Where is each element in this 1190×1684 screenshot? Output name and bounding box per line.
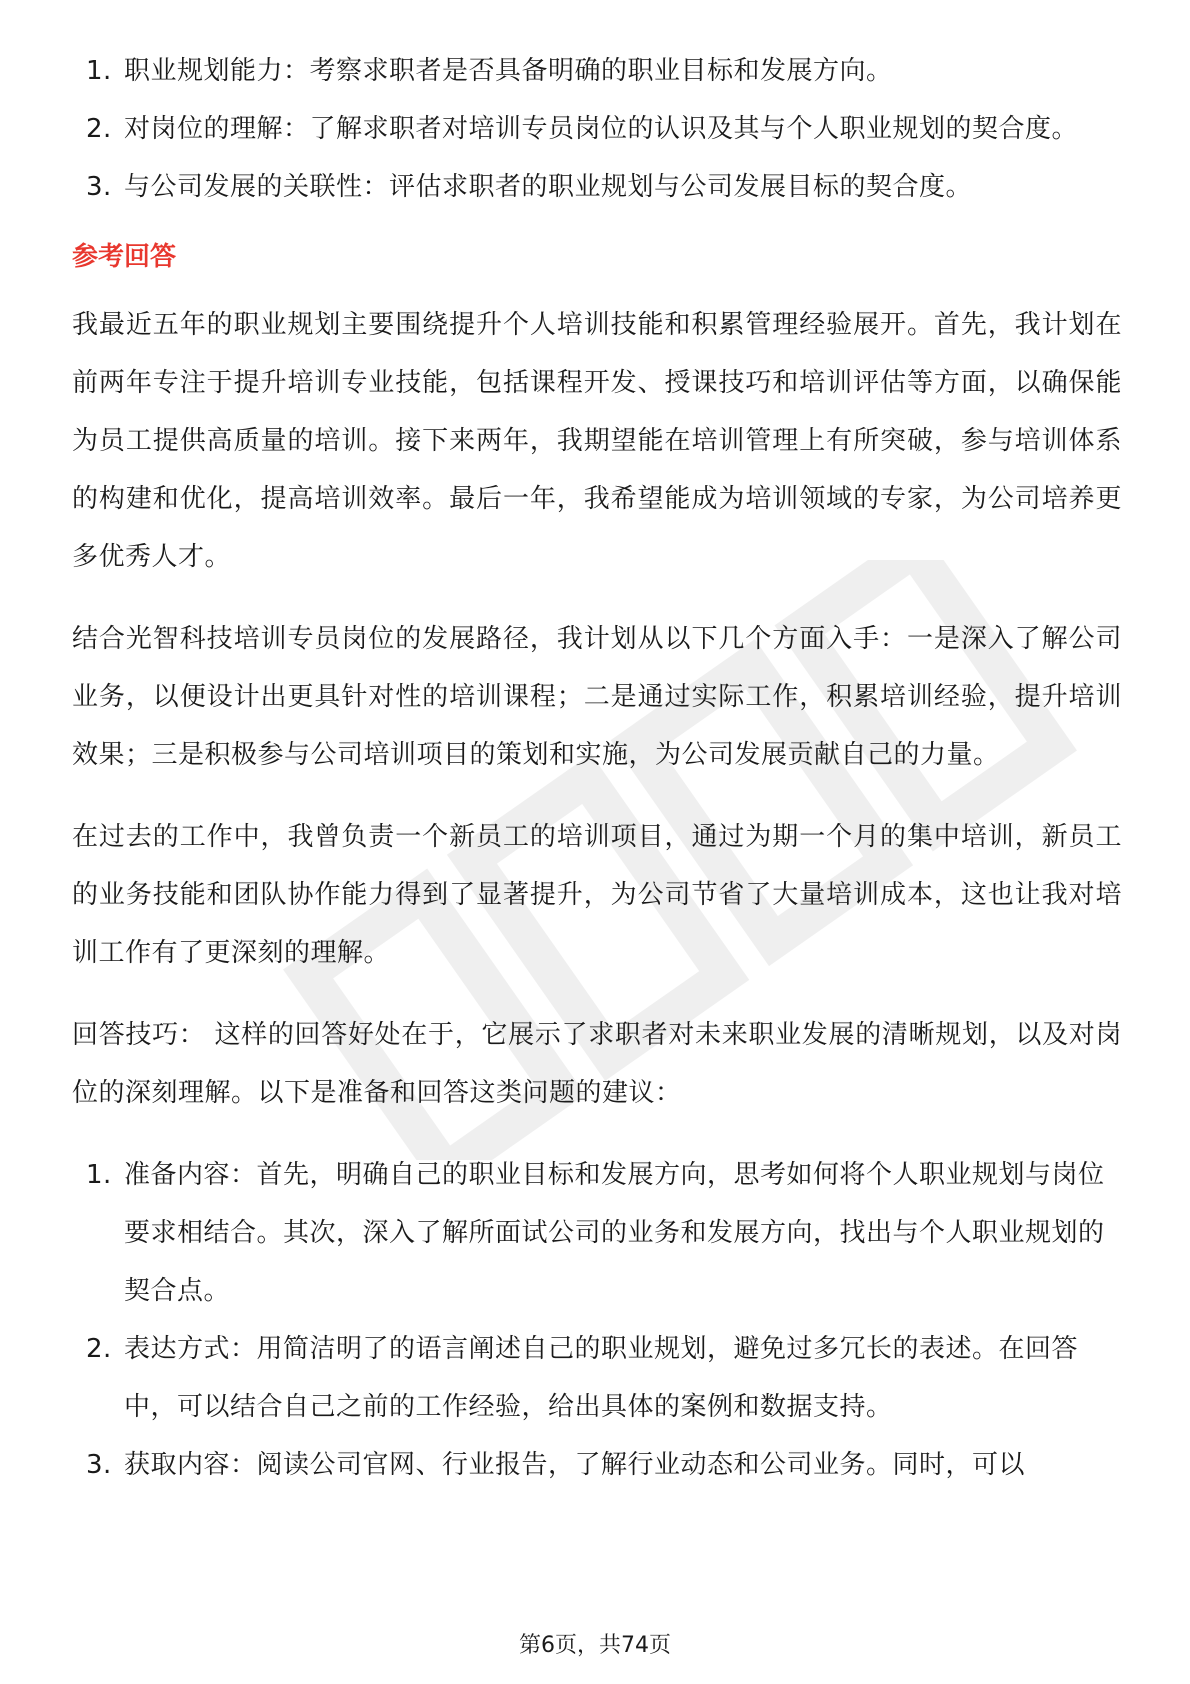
list-item	[72, 42, 1122, 100]
list-number: 2.	[86, 114, 112, 144]
list-number: 3.	[86, 1450, 112, 1480]
list-item	[72, 1146, 1122, 1320]
document-content	[72, 42, 1122, 1494]
list-item	[72, 158, 1122, 216]
list-number: 2.	[86, 1334, 112, 1364]
list-item	[72, 1320, 1122, 1436]
list-item-text: 准备内容：首先，明确自己的职业目标和发展方向，思考如何将个人职业规划与岗位要求相结合。其次，深入了解所面试公司的业务和发展方向，找出与个人职业规划的契合点。	[124, 1160, 1105, 1306]
list-number: 1.	[86, 1160, 112, 1190]
list-item-text: 与公司发展的关联性：评估求职者的职业规划与公司发展目标的契合度。	[124, 172, 973, 202]
list-item	[72, 100, 1122, 158]
list-number: 3.	[86, 172, 112, 202]
section-title: 参考回答	[72, 242, 177, 272]
list-item	[72, 1436, 1122, 1494]
answer-paragraph: 在过去的工作中，我曾负责一个新员工的培训项目，通过为期一个月的集中培训，新员工的业务技能和团队协作能力得到了显著提升，为公司节省了大量培训成本，这也让我对培训工作有了更深刻的理解。	[72, 822, 1122, 968]
list-item-text: 对岗位的理解：了解求职者对培训专员岗位的认识及其与个人职业规划的契合度。	[124, 114, 1079, 144]
list-item-text: 表达方式：用简洁明了的语言阐述自己的职业规划，避免过多冗长的表述。在回答中，可以结合自己之前的工作经验，给出具体的案例和数据支持。	[124, 1334, 1079, 1422]
answer-paragraph: 结合光智科技培训专员岗位的发展路径，我计划从以下几个方面入手：一是深入了解公司业务，以便设计出更具针对性的培训课程；二是通过实际工作，积累培训经验，提升培训效果；三是积极参与公司培训项目的策划和实施，为公司发展贡献自己的力量。	[72, 624, 1122, 770]
evaluation-points-list	[72, 42, 1122, 216]
list-item-text: 获取内容：阅读公司官网、行业报告，了解行业动态和公司业务。同时，可以	[124, 1450, 1026, 1480]
list-number: 1.	[86, 56, 112, 86]
page-number-footer: 第6页，共74页	[519, 1633, 671, 1658]
tips-list	[72, 1146, 1122, 1494]
list-item-text: 职业规划能力：考察求职者是否具备明确的职业目标和发展方向。	[124, 56, 893, 86]
answer-paragraph: 我最近五年的职业规划主要围绕提升个人培训技能和积累管理经验展开。首先，我计划在前两年专注于提升培训专业技能，包括课程开发、授课技巧和培训评估等方面，以确保能为员工提供高质量的培训。接下来两年，我期望能在培训管理上有所突破，参与培训体系的构建和优化，提高培训效率。最后一年，我希望能成为培训领域的专家，为公司培养更多优秀人才。	[72, 310, 1122, 572]
tips-paragraph: 回答技巧： 这样的回答好处在于，它展示了求职者对未来职业发展的清晰规划，以及对岗位的深刻理解。以下是准备和回答这类问题的建议：	[72, 1020, 1122, 1108]
